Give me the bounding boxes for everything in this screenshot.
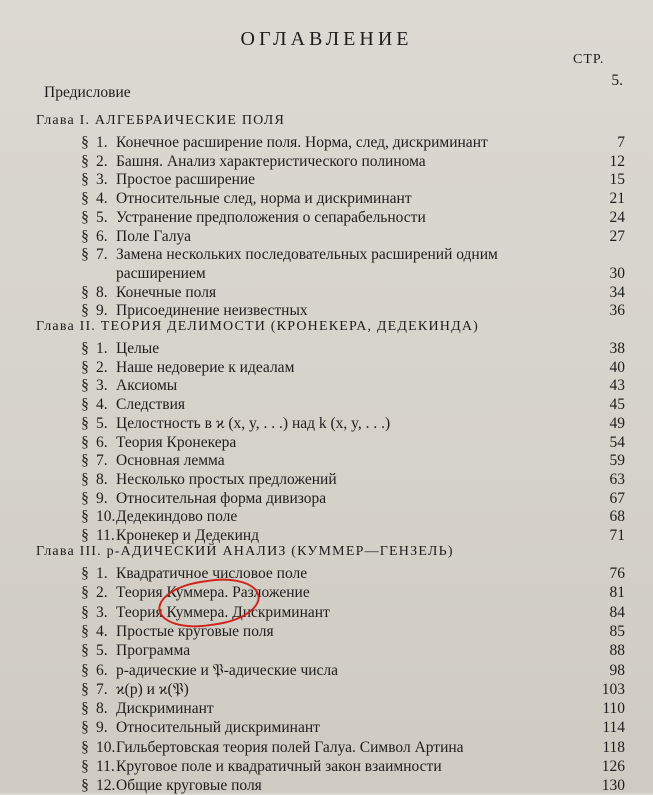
section-sign: § (81, 470, 89, 488)
section-title: Круговое поле и квадратичный закон взаимности (116, 758, 442, 775)
section-sign: § (81, 414, 89, 432)
toc-entry (78, 452, 638, 470)
section-number: 7. (96, 246, 108, 264)
preface-label: Предисловие (44, 84, 131, 101)
section-title: Поле Галуа (116, 227, 191, 245)
preface-page: 5. (611, 72, 623, 89)
chapter-heading: Глава II. ТЕОРИЯ ДЕЛИМОСТИ (КРОНЕКЕРА, ДЕДЕКИНДА) (36, 319, 480, 334)
section-number: 2. (96, 358, 108, 376)
section-number: 11. (96, 758, 115, 775)
section-title: Наше недоверие к идеалам (116, 358, 295, 376)
section-sign: § (81, 758, 89, 775)
toc-entry (78, 171, 638, 189)
section-number: 5. (96, 414, 108, 432)
section-number: 6. (96, 227, 108, 245)
section-sign: § (81, 489, 89, 507)
section-page: 12 (609, 152, 625, 170)
section-number: 1. (96, 565, 108, 582)
section-number: 4. (96, 622, 108, 640)
section-sign: § (81, 171, 89, 189)
section-sign: § (81, 738, 89, 756)
section-title: Аксиомы (116, 377, 178, 395)
section-title: Относительный дискриминант (116, 719, 320, 737)
section-title: Целостность в ϰ (x, y, . . .) над k (x, y, . . .) (116, 414, 391, 432)
section-sign: § (81, 340, 89, 357)
section-page: 98 (609, 661, 625, 679)
section-number: 9. (96, 719, 108, 737)
section-page: 40 (609, 358, 625, 376)
toc-entry (78, 434, 638, 452)
toc-entry (78, 209, 638, 227)
section-title: Простые круговые поля (116, 622, 274, 640)
section-title: Основная лемма (116, 452, 225, 470)
section-title: Замена нескольких последовательных расширений одним (116, 246, 498, 264)
section-sign: § (81, 377, 89, 395)
section-page: 118 (602, 738, 625, 756)
section-page: 85 (609, 622, 625, 640)
toc-entry (78, 508, 638, 526)
section-number: 3. (96, 377, 108, 395)
section-page: 54 (609, 433, 625, 451)
section-title: Дискриминант (116, 700, 214, 718)
section-sign: § (81, 208, 89, 226)
section-page: 63 (609, 470, 625, 488)
section-number: 7. (96, 680, 108, 698)
section-page: 67 (609, 489, 625, 507)
section-number: 9. (96, 302, 108, 320)
toc-entry (78, 359, 638, 377)
toc-entry (78, 739, 638, 757)
section-sign: § (81, 190, 89, 208)
section-page: 30 (609, 264, 625, 282)
section-page: 59 (609, 452, 625, 470)
toc-entry (78, 623, 638, 641)
section-number: 4. (96, 396, 108, 414)
section-sign: § (81, 152, 89, 170)
section-title: Теория Куммера. Разложение (116, 584, 310, 602)
section-title: Башня. Анализ характеристического полинома (116, 152, 426, 170)
section-number: 10. (96, 508, 116, 526)
section-page: 88 (609, 642, 625, 660)
section-page: 110 (602, 700, 625, 718)
toc-entry (78, 471, 638, 489)
toc-entry (78, 396, 638, 414)
section-sign: § (81, 396, 89, 414)
section-page: 15 (609, 171, 625, 189)
section-page: 43 (609, 377, 625, 395)
toc-entry (78, 490, 638, 508)
section-page: 49 (609, 414, 625, 432)
section-sign: § (81, 358, 89, 376)
section-page: 126 (601, 758, 625, 775)
section-number: 1. (96, 340, 108, 357)
section-page: 130 (601, 777, 625, 795)
chapter-heading: Глава III. p-АДИЧЕСКИЙ АНАЛИЗ (КУММЕР—ГЕНЗЕЛЬ) (36, 544, 454, 559)
section-number: 3. (96, 171, 108, 189)
section-title: Теория Кронекера (116, 433, 237, 451)
section-title: Кронекер и Дедекинд (116, 527, 260, 544)
toc-entry (78, 284, 638, 302)
section-title: Относительная форма дивизора (116, 489, 327, 507)
toc-entry (78, 758, 638, 776)
section-page: 21 (609, 190, 625, 208)
section-sign: § (81, 565, 89, 582)
section-title: ϰ(p) и ϰ(𝔓) (116, 680, 189, 698)
section-number: 1. (96, 134, 108, 151)
section-number: 8. (96, 470, 108, 488)
section-number: 12. (96, 777, 116, 795)
section-title: Простое расширение (116, 171, 256, 189)
section-page: 36 (609, 302, 625, 320)
section-page: 45 (609, 396, 625, 414)
section-number: 9. (96, 489, 108, 507)
section-title: Несколько простых предложений (116, 470, 337, 488)
toc-entry (78, 415, 638, 433)
section-sign: § (81, 680, 89, 698)
section-title: Теория Куммера. Дискриминант (116, 603, 330, 621)
section-sign: § (81, 700, 89, 718)
toc-entry (78, 681, 638, 699)
section-title: Гильбертовская теория полей Галуа. Символ Артина (116, 738, 464, 756)
section-page: 114 (602, 719, 625, 737)
section-sign: § (81, 661, 89, 679)
toc-entry (78, 134, 638, 152)
section-sign: § (81, 527, 89, 544)
section-title: Общие круговые поля (116, 777, 262, 795)
section-number: 6. (96, 661, 108, 679)
section-sign: § (81, 508, 89, 526)
section-number: 8. (96, 700, 108, 718)
section-page: 34 (609, 283, 625, 301)
section-sign: § (81, 603, 89, 621)
toc-entry (78, 377, 638, 395)
section-sign: § (81, 134, 89, 151)
toc-entry (78, 340, 638, 358)
section-title: Дедекиндово поле (116, 508, 238, 526)
section-sign: § (81, 246, 89, 264)
toc-entry (78, 565, 638, 583)
section-page: 24 (609, 208, 625, 226)
section-page: 71 (609, 527, 625, 544)
page-title: ОГЛАВЛЕНИЕ (240, 28, 413, 50)
section-number: 10. (96, 738, 116, 756)
section-title: Устранение предположения о сепарабельности (116, 208, 426, 226)
section-page: 27 (609, 227, 625, 245)
section-number: 7. (96, 452, 108, 470)
section-title: Программа (116, 642, 191, 660)
toc-entry (78, 153, 638, 171)
toc-entry (78, 246, 638, 264)
toc-entry (78, 228, 638, 246)
section-page: 103 (601, 680, 625, 698)
toc-entry (78, 777, 638, 795)
toc-entry (78, 642, 638, 660)
section-title: Конечное расширение поля. Норма, след, дискриминант (116, 134, 488, 151)
section-number: 5. (96, 208, 108, 226)
page-column-label: СТР. (573, 52, 605, 67)
chapter-heading: Глава I. АЛГЕБРАИЧЕСКИЕ ПОЛЯ (36, 113, 285, 128)
section-sign: § (81, 283, 89, 301)
section-number: 2. (96, 584, 108, 602)
section-sign: § (81, 302, 89, 320)
section-title: Присоединение неизвестных (116, 302, 308, 320)
section-page: 81 (609, 584, 625, 602)
section-number: 2. (96, 152, 108, 170)
section-title: p-адические и 𝔓-адические числа (116, 661, 339, 679)
section-sign: § (81, 452, 89, 470)
toc-entry-continued: расширением (116, 264, 206, 282)
toc-entry (78, 190, 638, 208)
toc-entry (78, 700, 638, 718)
section-number: 11. (96, 527, 115, 544)
section-sign: § (81, 584, 89, 602)
section-sign: § (81, 433, 89, 451)
section-title: Целые (116, 340, 160, 357)
section-number: 6. (96, 433, 108, 451)
section-page: 7 (617, 134, 625, 151)
toc-entry (78, 719, 638, 737)
section-sign: § (81, 642, 89, 660)
section-title: Конечные поля (116, 283, 217, 301)
section-title: Относительные след, норма и дискриминант (116, 190, 412, 208)
section-sign: § (81, 719, 89, 737)
section-number: 5. (96, 642, 108, 660)
section-sign: § (81, 227, 89, 245)
section-number: 8. (96, 283, 108, 301)
section-page: 68 (609, 508, 625, 526)
section-page: 76 (609, 565, 625, 582)
section-sign: § (81, 622, 89, 640)
section-page: 38 (609, 340, 625, 357)
section-title: Следствия (116, 396, 186, 414)
toc-entry (78, 662, 638, 680)
section-page: 84 (609, 603, 625, 621)
section-number: 3. (96, 603, 108, 621)
section-sign: § (81, 777, 89, 795)
section-number: 4. (96, 190, 108, 208)
section-title: Квадратичное числовое поле (116, 565, 308, 582)
